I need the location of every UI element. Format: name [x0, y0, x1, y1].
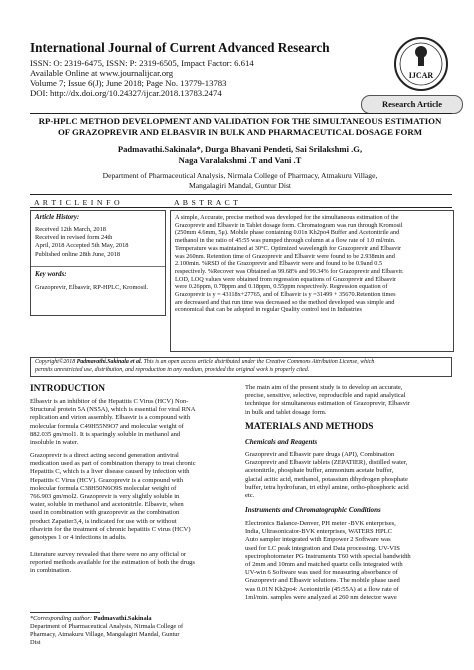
chemicals-heading: Chemicals and Reagents: [245, 438, 318, 446]
paper-title-line-2: OF GRAZOPREVIR AND ELBASVIR IN BULK AND PHARMACEUTICAL DOSAGE FORM: [57, 127, 423, 137]
text-line: Hepatitis C, which is a liver disease caused by infection with: [30, 468, 190, 476]
text-line: precise, sensitive, selective, reproducible and rapid analytical: [245, 392, 406, 400]
footnote-line-1: [30, 615, 238, 623]
received-date: Received 12th March, 2018: [35, 226, 106, 233]
text-line: insoluble in water.: [30, 439, 79, 447]
text-line: used for LC peak integration and Data processing. UV-VIS: [245, 544, 400, 552]
journal-title: International Journal of Current Advanced Research: [30, 40, 330, 55]
text-line: buffer, tetra hydrofuran, tri ethyl amine, ortho-phosphoric acid: [245, 483, 409, 491]
copyright-line-1: [35, 359, 447, 367]
logo-text: IJCAR: [408, 71, 434, 80]
journal-availability: Available Online at www.journalijcar.org: [30, 68, 174, 78]
accepted-date: April, 2018 Accepted 5th May, 2018: [35, 242, 129, 250]
text-line: Grazoprevir and Elbasvir pare drugs (API), Combination: [245, 451, 395, 458]
paper-title-line-1: RP-HPLC METHOD DEVELOPMENT AND VALIDATION FOR THE SIMULTANEOUS ESTIMATION: [38, 116, 442, 126]
abstract-line: A simple, Accurate, precise method was developed for the simultaneous estimation of the: [175, 214, 399, 221]
abstract-line: methanol in the ratio of 45:55 was pumped through column at a flow rate of 1.0 ml/min.: [175, 237, 396, 245]
text-line: Auto sampler integrated with Empower 2 Software was: [245, 536, 391, 544]
copyright-prefix: Copyright©2018: [35, 359, 77, 365]
info-divider: [31, 266, 165, 267]
aim-paragraph: [245, 384, 452, 417]
intro-paragraph-1: [30, 398, 238, 447]
text-line: reported methods available for the estimation of both the drugs: [30, 559, 195, 567]
footnote-line-4: Dist: [30, 639, 41, 647]
authors-line-2: Naga Varalakshmi .T and Vani .T: [178, 155, 302, 165]
article-info-heading: A R T I C L E I N F O: [34, 198, 121, 207]
text-line: medication used as part of combination therapy to treat chronic: [30, 460, 196, 468]
keywords-label: Key words:: [35, 271, 67, 278]
abstract-line: LOD, LOQ values were obtained from regression equations of Grazoprevir and Elbasvir: [175, 275, 397, 283]
text-line: of 2mm and 10mm and matched quartz cells integrated with: [245, 561, 403, 569]
corresponding-author-footnote: [30, 615, 238, 647]
introduction-heading: INTRODUCTION: [30, 384, 106, 394]
footnote-rule: [30, 612, 100, 613]
abstract-line: were 0.26ppm, 0.78ppm and 0.18ppm, 0.55ppm respectively. Regression equation of: [175, 283, 388, 291]
text-line: replication and virion assembly. Elbasvir is a compound with: [30, 414, 191, 422]
abstract-text: [175, 214, 449, 314]
footnote-label: *Corresponding author:: [30, 615, 94, 622]
copyright-text: This is an open access article distributed under the Creative Commons Attribution License, which: [142, 359, 375, 365]
abstract-line: Temperature was maintained at 30°C. Optimized wavelength for Grazoprevir and Elbasvir: [175, 244, 402, 252]
abstract-line: Grazoprevir and Elbasvir in Tablet dosage form. Chromatogram was run through Kromosil: [175, 221, 403, 229]
text-line: 1ml/min. samples were analyzed at 260 nm detector wave: [245, 593, 397, 601]
copyright-author: Padmavathi.Sakinala et al.: [76, 359, 143, 365]
copyright-line-2: permits unrestricted use, distribution, and reproduction in any medium, provided the original work is properly cited.: [35, 366, 310, 373]
footnote-author: Padmavathi.Sakinala: [93, 615, 152, 622]
revised-date: Received in revised form 24th: [35, 234, 113, 242]
text-line: molecular formula C49H55N9O7 and molecular weight of: [30, 422, 184, 430]
journal-doi: DOI: http://dx.doi.org/10.24327/ijcar.2018.13783.2474: [30, 88, 222, 98]
text-line: 766.903 gm/mol2. Grazoprevir is very slightly soluble in: [30, 493, 180, 501]
abstract-heading: A B S T R A C T: [174, 198, 239, 207]
abstract-box: [170, 210, 454, 352]
copyright-notice: [30, 357, 452, 377]
text-line: water, soluble in methanol and acetonitrile. Elbasvir, when: [30, 501, 184, 509]
abstract-line: 2.100min. %RSD of the Grazoprevir and Elbasvir were and found to be 0.9and 0.5: [175, 260, 383, 268]
text-line: in combination.: [30, 567, 72, 575]
authors: [30, 144, 450, 166]
abstract-line: respectively. %Recover was Obtained as 99.68% and 99.34% for Grazoprevir and Elbasvir.: [175, 267, 404, 275]
abstract-line: (250mm 4.6mm, 5μ). Mobile phase containing 0.01n Kh2po4 Buffer and Acetonitrile and: [175, 229, 400, 237]
header-rule: [30, 113, 452, 114]
text-line: glacial acitic acid, methanol, potassium dihydrogen phosphate: [245, 475, 408, 483]
article-history-label: Article History:: [35, 214, 80, 221]
footnote-line-3: Pharmacy, Atmakuru Village, Mangalagiri Mandal, Guntur: [30, 631, 180, 639]
journal-logo: [393, 36, 449, 92]
affiliation: [30, 171, 450, 190]
text-line: India, Ultrasonicator-BVK enterprises, WATERS HPLC: [245, 528, 393, 536]
abstract-line: Grazoprevir is y = 43118x+27765, and of Elbasvir is y =31499 + 35670.Retention times: [175, 291, 396, 299]
text-line: Hepatitis C Virus (HCV). Grazoprevir is a compound with: [30, 476, 184, 484]
materials-methods-heading: MATERIALS AND METHODS: [245, 422, 374, 432]
article-type-badge: Research Article: [361, 95, 463, 114]
article-history: [35, 226, 163, 259]
text-line: technique for simultaneous estimation of Grazoprevir, Elbasvir: [245, 400, 410, 408]
text-line: The main aim of the present study is to develop an accurate,: [245, 384, 403, 391]
text-line: Grazoprevir and Elbasvir solutions. The mobile phase used: [245, 577, 400, 585]
text-line: etc.: [245, 492, 255, 500]
published-date: Published online 28th June, 2018: [35, 250, 121, 258]
text-line: spectrophotometer PG Instruments T60 with special bandwidth: [245, 552, 411, 560]
instruments-paragraph: [245, 520, 452, 602]
text-line: UV-win 6 Software was used for measuring absorbance of: [245, 569, 398, 577]
text-line: was 0.01N Kh2po4: Acetonitrile (45:55A) at a flow rate of: [245, 585, 399, 593]
paper-title: [30, 116, 450, 138]
abstract-line: economical that can be adopted in regular Quality control test in Industries: [175, 306, 362, 314]
info-bottom-rule: [30, 207, 452, 208]
text-line: Grazoprevir and Elbasvir tablets (ZEPATIER), distilled water,: [245, 459, 408, 467]
intro-paragraph-2: [30, 452, 238, 542]
text-line: Elbasvir is an inhibitor of the Hepatitis C Virus (HCV) Non-: [30, 398, 189, 405]
info-top-rule: [30, 194, 452, 195]
article-info-box: [30, 210, 166, 316]
text-line: acetonitrile, phosphate buffer, ammonium acetate buffer,: [245, 467, 394, 475]
chemicals-paragraph: [245, 451, 452, 500]
text-line: 882.035 gm/mol1. It is sparingly soluble in methanol and: [30, 430, 181, 438]
text-line: product Zapatier3,4, is indicated for use with or without: [30, 517, 177, 525]
affiliation-line-1: Department of Pharmaceutical Analysis, Nirmala College of Pharmacy, Atmakuru Village,: [102, 171, 378, 180]
text-line: ribavirin for the treatment of chronic hepatitis C virus (HCV): [30, 525, 191, 533]
abstract-line: was 260nm. Retention time of Grazoprevir and Elbasvir were found to be 2.938min and: [175, 252, 395, 260]
intro-paragraph-3: [30, 551, 238, 576]
abstract-line: are decreased and that run time was decreased so the method developed was simple and: [175, 298, 395, 306]
text-line: Electronics Balance-Denver, PH meter -BVK enterprises,: [245, 520, 396, 527]
text-line: genotypes 1 or 4 infections in adults.: [30, 534, 127, 542]
text-line: Structural protein 5A (NS5A), which is essential for viral RNA: [30, 406, 196, 414]
text-line: Grazoprevir is a direct acting second generation antiviral: [30, 452, 179, 459]
text-line: molecular formula C38H50N6O9S molecular weight of: [30, 484, 177, 492]
keywords: Grazoprevir, Elbasvir, RP-HPLC, Kromosil.: [35, 284, 149, 291]
text-line: Literature survey revealed that there were no any official or: [30, 551, 187, 558]
footnote-line-2: Department of Pharmaceutical Analysis, Nirmala College of: [30, 623, 184, 631]
journal-issn: ISSN: O: 2319-6475, ISSN: P: 2319-6505, Impact Factor: 6.614: [30, 58, 254, 68]
instruments-heading: Instruments and Chromatographic Conditions: [245, 506, 381, 514]
affiliation-line-2: Mangalagiri Mandal, Guntur Dist: [188, 180, 292, 190]
authors-line-1: Padmavathi.Sakinala*, Durga Bhavani Pendeti, Sai Srilakshmi .G,: [117, 144, 363, 154]
text-line: in bulk and tablet dosage form.: [245, 408, 327, 416]
journal-volume: Volume 7; Issue 6(J); June 2018; Page No. 13779-13783: [30, 78, 227, 88]
text-line: used in combination with grazoprevir as the combination: [30, 509, 180, 517]
